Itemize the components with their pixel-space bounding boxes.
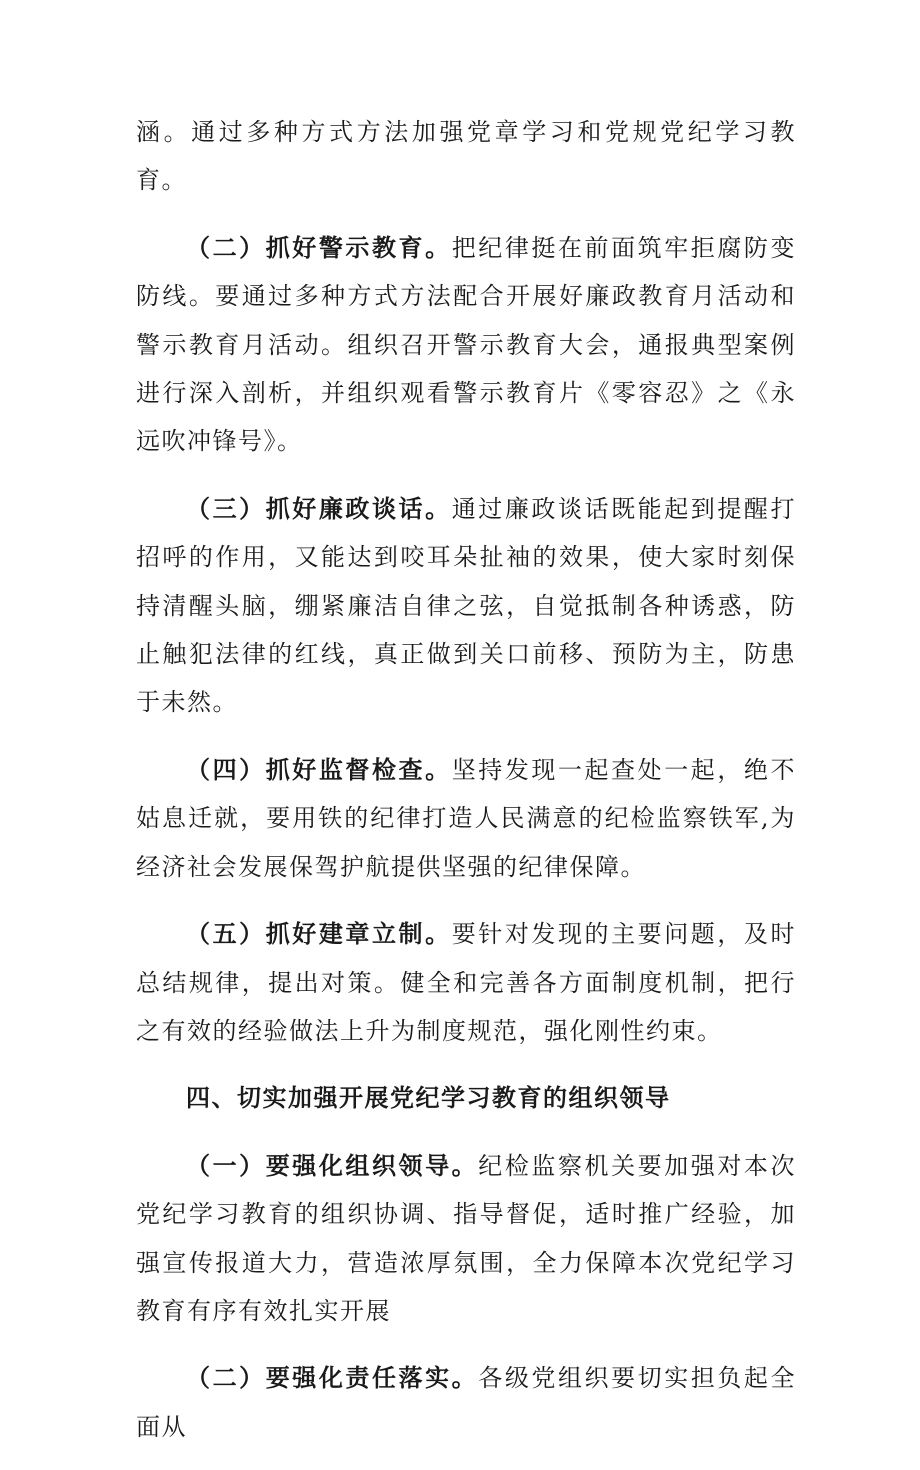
- paragraph-text: 涵。通过多种方式方法加强党章学习和党规党纪学习教育。: [136, 118, 796, 195]
- paragraph-organization-leadership: [136, 1142, 796, 1336]
- paragraph-lead: （三）抓好廉政谈话。: [186, 493, 452, 523]
- paragraph-text: 纪检监察机关要加强对本次党纪学习教育的组织协调、指导督促，适时推广经验，加强宣传报道大力，营造浓厚氛围，全力保障本次党纪学习教育有序有效扎实开展: [136, 1151, 796, 1325]
- paragraph-lead: （一）要强化组织领导。: [186, 1150, 479, 1180]
- paragraph-text: 坚持发现一起查处一起，绝不姑息迁就，要用铁的纪律打造人民满意的纪检监察铁军,为经济社会发展保驾护航提供坚强的纪律保障。: [136, 755, 797, 881]
- paragraph-lead: （二）要强化责任落实。: [186, 1363, 479, 1393]
- paragraph-continuation: [136, 108, 796, 205]
- paragraph-text: 通过廉政谈话既能起到提醒打招呼的作用，又能达到咬耳朵扯袖的效果，使大家时刻保持清醒头脑，绷紧廉洁自律之弦，自觉抵制各种诱惑，防止触犯法律的红线，真正做到关口前移、预防为主，防患于未然。: [136, 494, 797, 717]
- paragraph-rules-building: [136, 910, 796, 1055]
- paragraph-warning-education: [136, 224, 796, 466]
- paragraph-lead: （五）抓好建章立制。: [186, 919, 452, 949]
- paragraph-text: 各级党组织要切实担负起全面从: [136, 1364, 796, 1441]
- paragraph-text: 把纪律挺在前面筑牢拒腐防变防线。要通过多种方式方法配合开展好廉政教育月活动和警示教育月活动。组织召开警示教育大会，通报典型案例进行深入剖析，并组织观看警示教育片《零容忍》之《永远吹冲锋号》。: [136, 233, 797, 456]
- paragraph-lead: （二）抓好警示教育。: [186, 232, 452, 262]
- document-page: [136, 108, 796, 1470]
- paragraph-lead: （四）抓好监督检查。: [186, 754, 452, 784]
- paragraph-supervision: [136, 746, 796, 891]
- paragraph-responsibility: [136, 1354, 796, 1451]
- section-heading: 四、切实加强开展党纪学习教育的组织领导: [186, 1083, 671, 1113]
- paragraph-text: 要针对发现的主要问题，及时总结规律，提出对策。健全和完善各方面制度机制，把行之有效的经验做法上升为制度规范，强化刚性约束。: [136, 920, 797, 1045]
- paragraph-integrity-talks: [136, 485, 796, 727]
